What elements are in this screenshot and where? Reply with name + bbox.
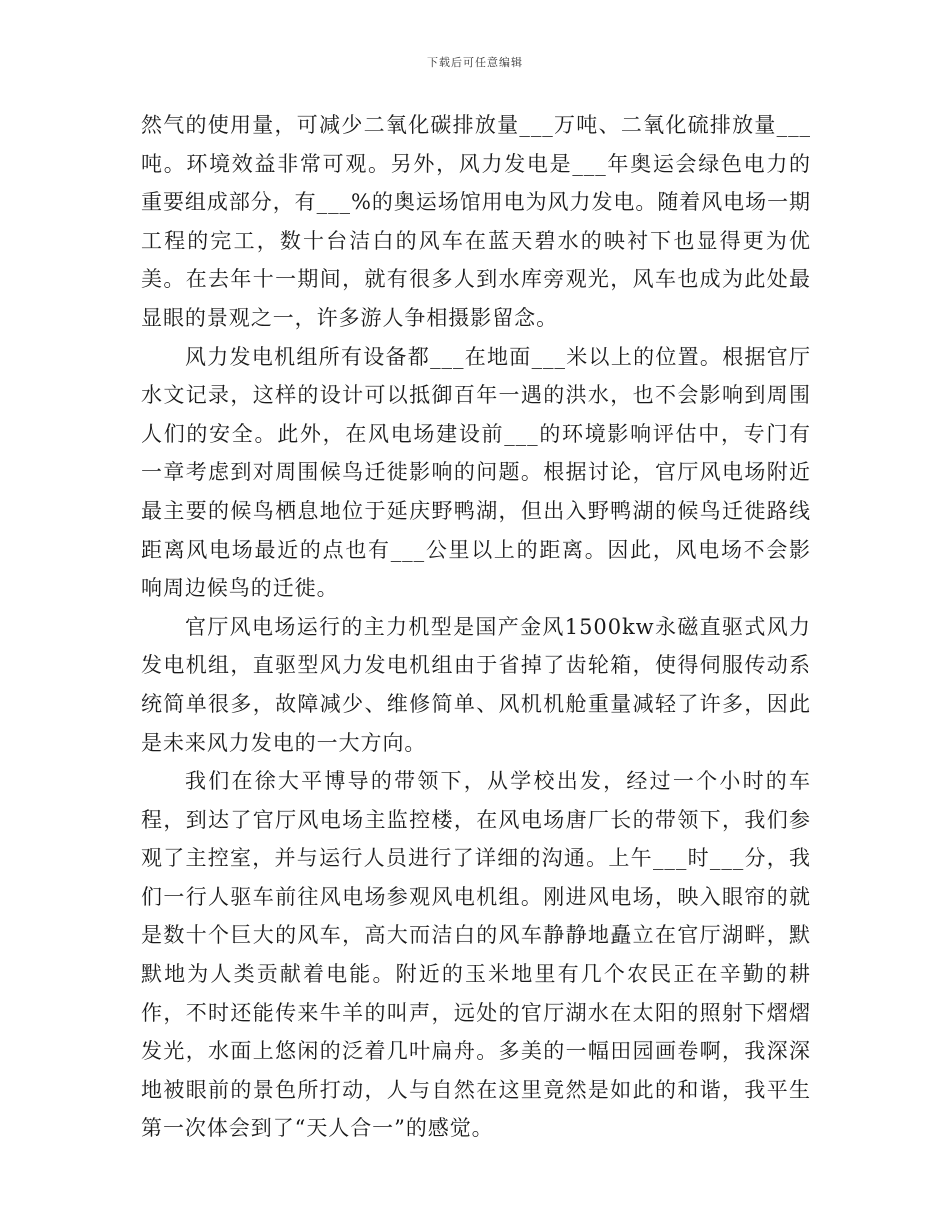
paragraph-continued: 然气的使用量，可减少二氧化碳排放量___万吨、二氧化硫排放量___吨。环境效益非常可观。另外，风力发电是___年奥运会绿色电力的重要组成部分，有___%的奥运场馆用电为风力发电。随着风电场一期工程的完工，数十台洁白的风车在蓝天碧水的映衬下也显得更为优美。在去年十一期间，就有很多人到水库旁观光，风车也成为此处最显眼的景观之一，许多游人争相摄影留念。	[141, 113, 811, 330]
document-body	[141, 106, 811, 1148]
page-header: 下载后可任意编辑	[427, 56, 523, 69]
paragraph: 风力发电机组所有设备都___在地面___米以上的位置。根据官厅水文记录，这样的设计可以抵御百年一遇的洪水，也不会影响到周围人们的安全。此外，在风电场建设前___的环境影响评估中，专门有一章考虑到对周围候鸟迁徙影响的问题。根据讨论，官厅风电场附近最主要的候鸟栖息地位于延庆野鸭湖，但出入野鸭湖的候鸟迁徙路线距离风电场最近的点也有___公里以上的距离。因此，风电场不会影响周边候鸟的迁徙。	[141, 344, 811, 601]
paragraph: 官厅风电场运行的主力机型是国产金风1500kw永磁直驱式风力发电机组，直驱型风力发电机组由于省掉了齿轮箱，使得伺服传动系统简单很多，故障减少、维修简单、风机机舱重量减轻了许多，因此是未来风力发电的一大方向。	[141, 614, 811, 755]
paragraph: 我们在徐大平博导的带领下，从学校出发，经过一个小时的车程，到达了官厅风电场主监控楼，在风电场唐厂长的带领下，我们参观了主控室，并与运行人员进行了详细的沟通。上午___时___分，我们一行人驱车前往风电场参观风电机组。刚进风电场，映入眼帘的就是数十个巨大的风车，高大而洁白的风车静静地矗立在官厅湖畔，默默地为人类贡献着电能。附近的玉米地里有几个农民正在辛勤的耕作，不时还能传来牛羊的叫声，远处的官厅湖水在太阳的照射下熠熠发光，水面上悠闲的泛着几叶扁舟。多美的一幅田园画卷啊，我深深地被眼前的景色所打动，人与自然在这里竟然是如此的和谐，我平生第一次体会到了“天人合一”的感觉。	[141, 769, 811, 1141]
